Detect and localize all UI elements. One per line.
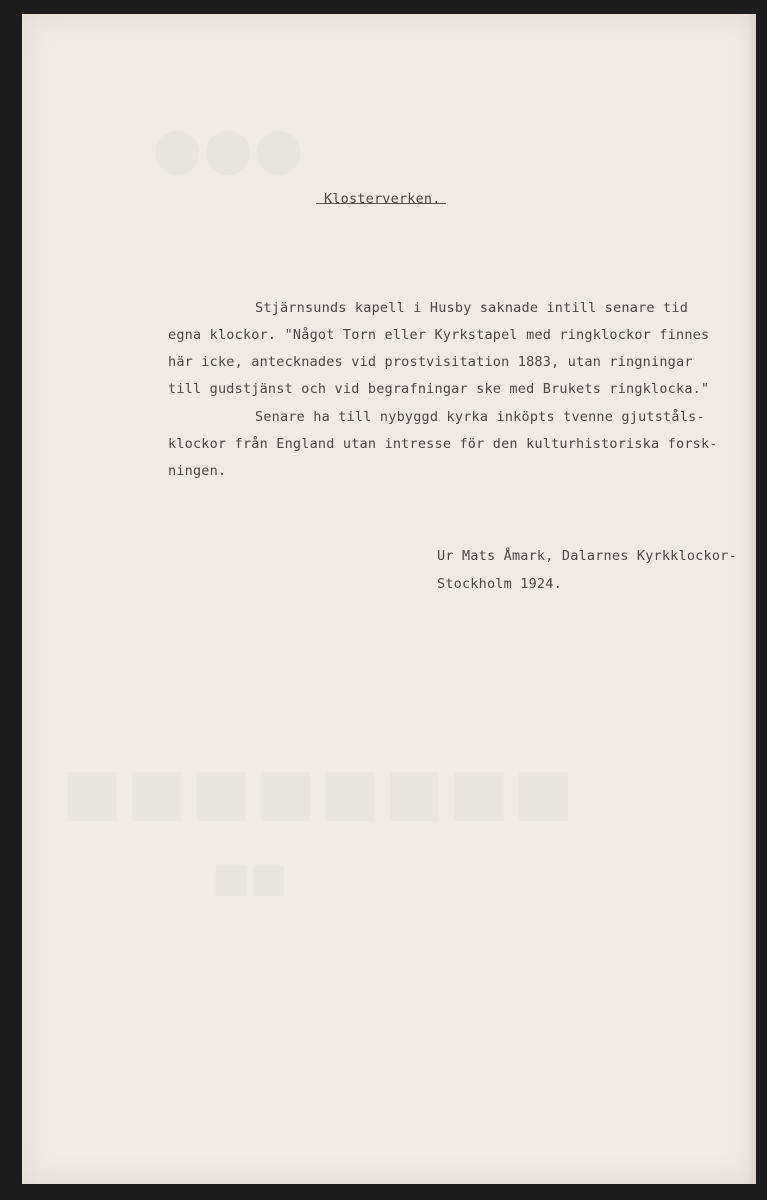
body-line: egna klockor. "Något Torn eller Kyrkstapel med ringklockor finnes (168, 327, 710, 343)
show-through-mark: ■■■■■■■■ (62, 754, 578, 829)
paper-sheet (22, 14, 756, 1184)
show-through-mark: ■■ (212, 854, 288, 901)
heading-underline (316, 203, 446, 204)
body-line: Stjärnsunds kapell i Husby saknade intill senare tid (255, 300, 689, 316)
source-line: Ur Mats Åmark, Dalarnes Kyrkklockor- (437, 548, 737, 564)
paper-edge-shadow (746, 14, 756, 1184)
body-line: Senare ha till nybyggd kyrka inköpts tvenne gjutståls- (255, 409, 705, 425)
body-line: till gudstjänst och vid begrafningar ske med Brukets ringklocka." (168, 381, 710, 397)
body-line: här icke, antecknades vid prostvisitation 1883, utan ringningar (168, 354, 693, 370)
source-line: Stockholm 1924. (437, 576, 562, 592)
show-through-mark: ●●● (152, 114, 304, 182)
body-line: ningen. (168, 463, 227, 479)
body-line: klockor från England utan intresse för den kulturhistoriska forsk- (168, 436, 718, 452)
document-heading: Klosterverken. (324, 191, 441, 207)
